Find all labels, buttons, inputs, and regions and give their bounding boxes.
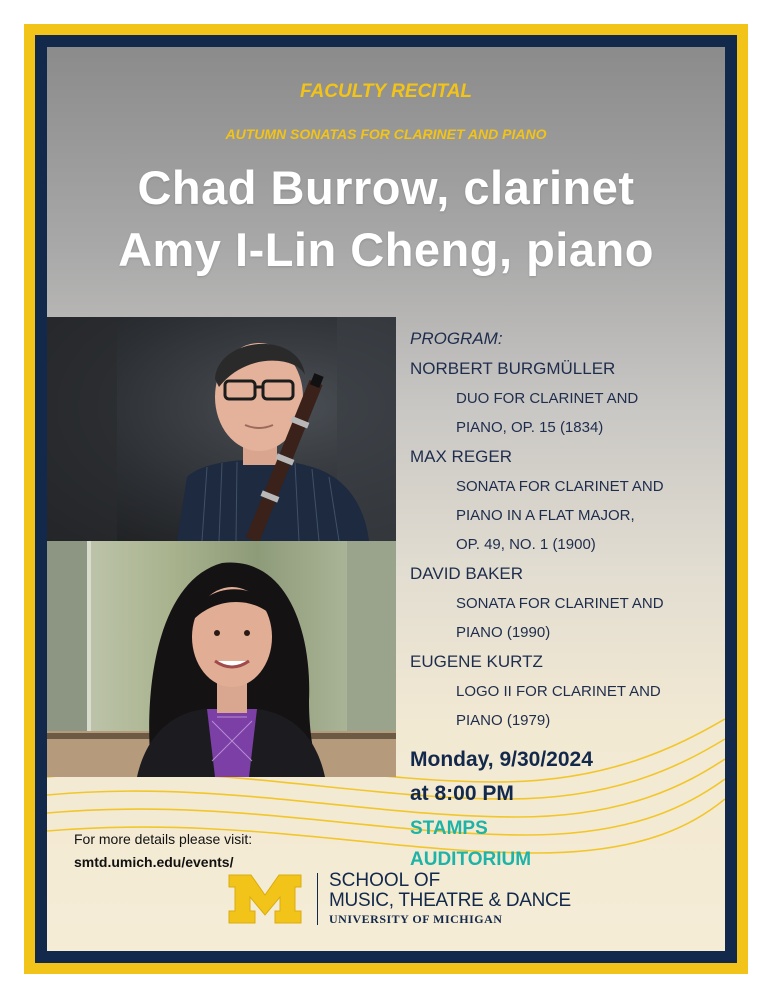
work-title: PIANO, OP. 15 (1834) (456, 419, 604, 436)
program-label: PROGRAM: (410, 329, 503, 348)
composer-name: MAX REGER (410, 447, 513, 466)
work-title: PIANO (1979) (456, 712, 551, 729)
events-link[interactable]: smtd.umich.edu/events/ (74, 854, 234, 870)
work-title: SONATA FOR CLARINET AND (456, 478, 664, 495)
composer-name: DAVID BAKER (410, 564, 524, 583)
school-line: SCHOOL OF (329, 870, 441, 891)
event-datetime (410, 743, 593, 811)
performer-clarinet: Chad Burrow, clarinet (137, 161, 635, 214)
work-title: PIANO (1990) (456, 624, 551, 641)
event-date: Monday, 9/30/2024 (410, 748, 593, 771)
event-venue (410, 813, 531, 875)
venue-line: STAMPS (410, 818, 488, 839)
composer-name: EUGENE KURTZ (410, 652, 543, 671)
details-block (74, 828, 252, 874)
event-type: FACULTY RECITAL (299, 81, 473, 102)
pianist-photo (47, 541, 396, 777)
school-line: MUSIC, THEATRE & DANCE (329, 890, 571, 911)
university-name: UNIVERSITY OF MICHIGAN (329, 912, 503, 926)
pianist-illustration (47, 541, 396, 777)
performer-piano: Amy I-Lin Cheng, piano (118, 223, 654, 276)
recital-poster (47, 47, 725, 951)
school-wordmark (329, 871, 571, 927)
program-list (410, 323, 720, 735)
work-title: LOGO II FOR CLARINET AND (456, 683, 661, 700)
work-title: SONATA FOR CLARINET AND (456, 595, 664, 612)
venue-line: AUDITORIUM (410, 849, 532, 870)
recital-subtitle: AUTUMN SONATAS FOR CLARINET AND PIANO (225, 126, 547, 142)
clarinetist-photo (47, 317, 396, 541)
block-m-logo-icon (227, 873, 303, 925)
details-label: For more details please visit: (74, 831, 253, 847)
work-title: PIANO IN A FLAT MAJOR, (456, 507, 635, 524)
clarinetist-illustration (47, 317, 396, 541)
work-title: OP. 49, NO. 1 (1900) (456, 536, 596, 553)
work-title: DUO FOR CLARINET AND (456, 390, 639, 407)
logo-divider (317, 873, 318, 925)
composer-name: NORBERT BURGMÜLLER (410, 359, 616, 378)
event-time: at 8:00 PM (410, 782, 514, 805)
